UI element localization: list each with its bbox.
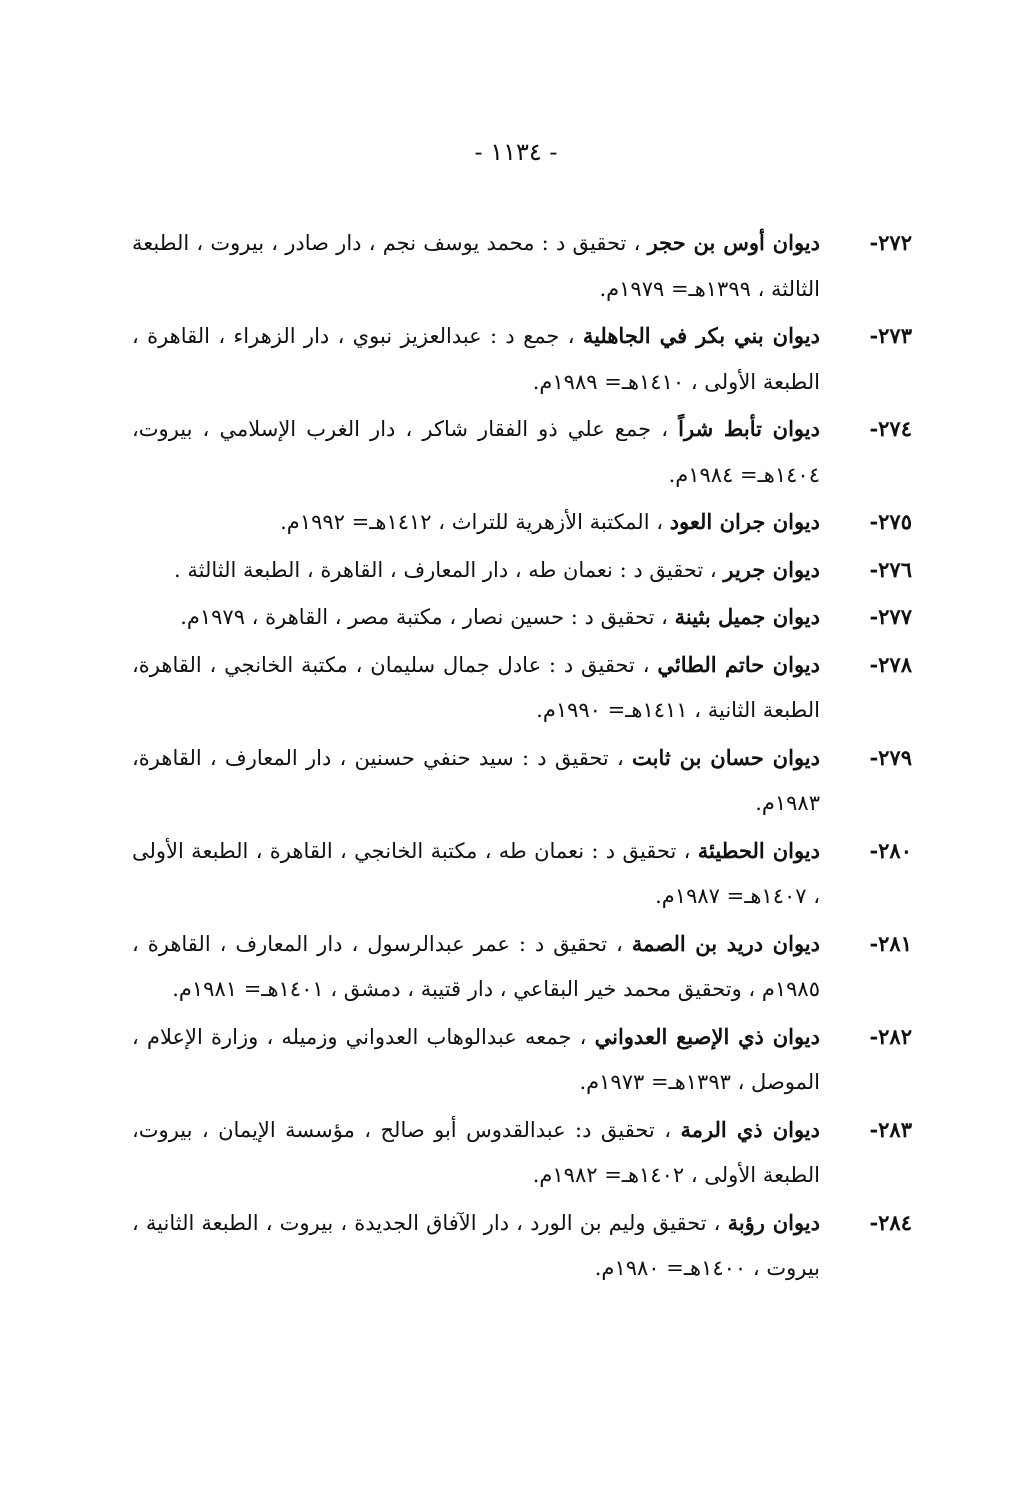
bibliography-entry xyxy=(132,735,912,827)
entry-title: ديوان أوس بن حجر xyxy=(647,230,820,255)
entry-details: ، تحقيق د : عادل جمال سليمان ، مكتبة الخانجي ، القاهرة، الطبعة الثانية ، ١٤١١هـ= ١٩٩٠م. xyxy=(132,652,820,722)
bibliography-entry xyxy=(132,1107,912,1199)
bibliography-entry xyxy=(132,547,912,594)
entry-number: ٢٧٦- xyxy=(869,556,912,582)
entry-title: ديوان جرير xyxy=(723,556,820,582)
entry-details: ، جمع د : عبدالعزيز نبوي ، دار الزهراء ، القاهرة ، الطبعة الأولى ، ١٤١٠هـ= ١٩٨٩م. xyxy=(132,324,820,394)
bibliography-entry xyxy=(132,499,912,546)
entry-number: ٢٧٤- xyxy=(869,416,912,441)
entry-details: ، تحقيق د : حسين نصار ، مكتبة مصر ، القاهرة ، ١٩٧٩م. xyxy=(180,605,668,629)
entry-number: ٢٨٤- xyxy=(869,1209,912,1235)
entry-title: ديوان دريد بن الصمة xyxy=(631,930,820,956)
bibliography-entry xyxy=(132,642,912,734)
entry-number: ٢٨٠- xyxy=(869,837,912,863)
entry-title: ديوان ذي الرمة xyxy=(680,1116,820,1142)
entry-details: ، تحقيق د : عمر عبدالرسول ، دار المعارف ، القاهرة ، ١٩٨٥م ، وتحقيق محمد خير البقاعي ، دار قتيبة ، دمشق ، ١٤٠١هـ= ١٩٨١م. xyxy=(132,931,820,1001)
entry-details: ، تحقيق د : محمد يوسف نجم ، دار صادر ، بيروت ، الطبعة الثالثة ، ١٣٩٩هـ= ١٩٧٩م. xyxy=(132,231,820,301)
entry-title: ديوان حاتم الطائي xyxy=(657,651,820,677)
entry-details: ، تحقيق د : سيد حنفي حسنين ، دار المعارف ، القاهرة، ١٩٨٣م. xyxy=(132,745,820,815)
entry-title: ديوان الحطيئة xyxy=(697,837,820,863)
entry-number: ٢٧٨- xyxy=(869,651,912,677)
entry-title: ديوان تأبط شراً xyxy=(678,416,820,441)
page-number: - ١١٣٤ - xyxy=(474,138,558,166)
bibliography-entry xyxy=(132,406,912,498)
entry-number: ٢٧٩- xyxy=(869,744,912,770)
entry-details: ، تحقيق د: عبدالقدوس أبو صالح ، مؤسسة الإيمان ، بيروت، الطبعة الأولى ، ١٤٠٢هـ= ١٩٨٢م. xyxy=(132,1117,820,1187)
bibliography-entry xyxy=(132,313,912,405)
entry-number: ٢٨٢- xyxy=(869,1023,912,1049)
entry-title: ديوان ذي الإصبع العدواني xyxy=(594,1023,820,1049)
entry-details: ، المكتبة الأزهرية للتراث ، ١٤١٢هـ= ١٩٩٢م. xyxy=(280,510,663,534)
entry-title: ديوان بني بكر في الجاهلية xyxy=(582,323,820,348)
bibliography-list xyxy=(132,220,912,1293)
entry-number: ٢٧٣- xyxy=(869,323,912,348)
entry-title: ديوان جران العود xyxy=(669,509,820,534)
entry-details: ، جمع علي ذو الفقار شاكر ، دار الغرب الإسلامي ، بيروت، ١٤٠٤هـ= ١٩٨٤م. xyxy=(132,417,820,487)
bibliography-entry xyxy=(132,220,912,312)
entry-title: ديوان حسان بن ثابت xyxy=(632,744,820,770)
entry-title: ديوان جميل بثينة xyxy=(674,604,820,629)
entry-number: ٢٧٧- xyxy=(869,604,912,629)
entry-number: ٢٨١- xyxy=(869,930,912,956)
bibliography-entry xyxy=(132,921,912,1013)
bibliography-entry xyxy=(132,1200,912,1292)
entry-title: ديوان رؤبة xyxy=(727,1209,820,1235)
entry-details: ، تحقيق د : نعمان طه ، مكتبة الخانجي ، القاهرة ، الطبعة الأولى ، ١٤٠٧هـ= ١٩٨٧م. xyxy=(132,838,820,908)
entry-number: ٢٨٣- xyxy=(869,1116,912,1142)
bibliography-entry xyxy=(132,594,912,641)
entry-details: ، تحقيق د : نعمان طه ، دار المعارف ، القاهرة ، الطبعة الثالثة . xyxy=(174,557,717,582)
bibliography-entry xyxy=(132,1014,912,1106)
entry-number: ٢٧٥- xyxy=(869,509,912,534)
entry-number: ٢٧٢- xyxy=(869,230,912,255)
entry-details: ، جمعه عبدالوهاب العدواني وزميله ، وزارة الإعلام ، الموصل ، ١٣٩٣هـ= ١٩٧٣م. xyxy=(132,1024,820,1094)
entry-details: ، تحقيق وليم بن الورد ، دار الآفاق الجديدة ، بيروت ، الطبعة الثانية ، بيروت ، ١٤٠٠هـ= ١٩٨٠م. xyxy=(132,1210,820,1280)
bibliography-entry xyxy=(132,828,912,920)
